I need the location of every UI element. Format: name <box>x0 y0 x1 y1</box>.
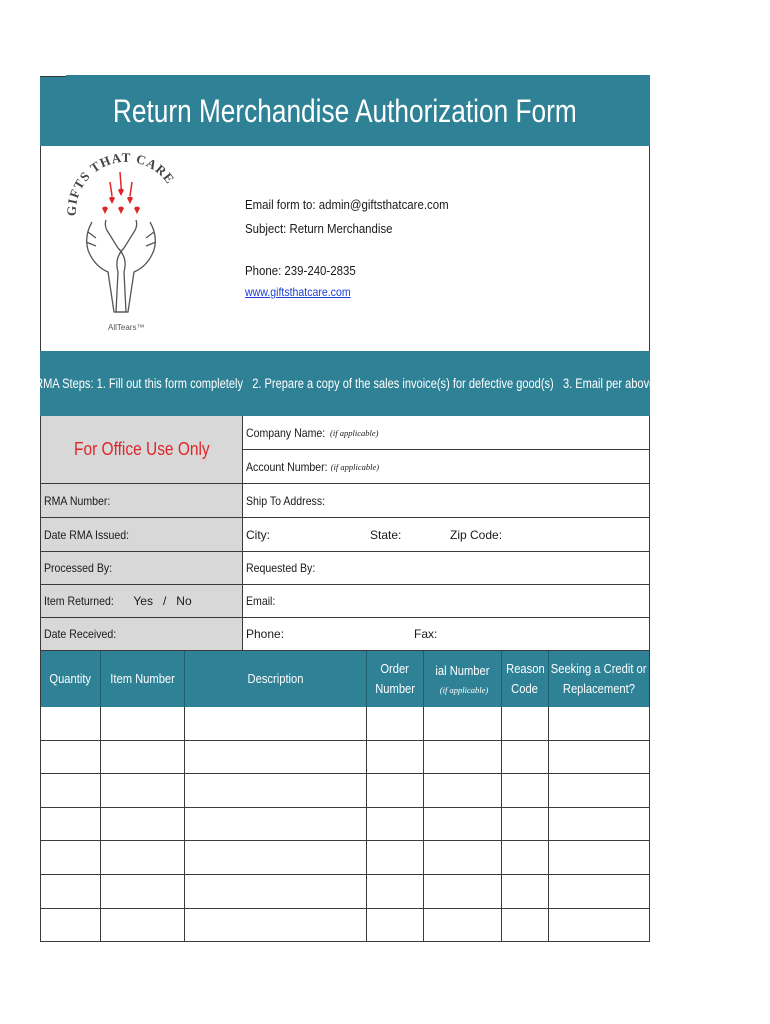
table-cell-item-number[interactable] <box>101 707 185 741</box>
requested-by-field[interactable]: Requested By: <box>246 561 316 575</box>
col-serial-number-header: ial Number (if applicable) <box>435 663 490 695</box>
processed-by-label: Processed By: <box>41 552 242 584</box>
header-divider <box>548 651 549 707</box>
state-field[interactable]: State: <box>370 527 402 542</box>
account-number-note: (if applicable) <box>330 461 380 472</box>
table-cell-quantity[interactable] <box>41 808 101 842</box>
office-use-heading: For Office Use Only <box>73 439 210 459</box>
divider <box>242 416 243 651</box>
table-cell-credit-or-replacement[interactable] <box>549 841 649 875</box>
col-item-number-header: Item Number <box>110 671 175 687</box>
rma-steps-text: RMA Steps: 1. Fill out this form completely 2. Prepare a copy of the sales invoice(s) for defective good(s) 3. Email per above <box>34 376 656 391</box>
table-cell-serial-number[interactable] <box>424 774 502 808</box>
heart-drops-icon <box>102 172 140 214</box>
col-quantity-header: Quantity <box>49 671 92 687</box>
table-cell-order-number[interactable] <box>367 707 424 741</box>
table-cell-item-number[interactable] <box>101 841 185 875</box>
header-divider <box>366 651 367 707</box>
header-divider <box>501 651 502 707</box>
table-cell-quantity[interactable] <box>41 875 101 909</box>
city-state-zip-row[interactable] <box>243 518 649 551</box>
col-reason-code-header: Reason Code <box>505 661 545 696</box>
table-cell-credit-or-replacement[interactable] <box>549 774 649 808</box>
table-cell-reason-code[interactable] <box>502 841 549 875</box>
table-cell-item-number[interactable] <box>101 741 185 775</box>
table-cell-credit-or-replacement[interactable] <box>549 741 649 775</box>
table-cell-description[interactable] <box>185 707 367 741</box>
item-returned-label: Item Returned: Yes / No <box>41 585 242 617</box>
divider <box>40 617 650 618</box>
office-use-panel <box>41 416 242 483</box>
table-cell-description[interactable] <box>185 909 367 943</box>
table-cell-reason-code[interactable] <box>502 875 549 909</box>
company-name-note: (if applicable) <box>330 427 379 438</box>
divider <box>242 449 650 450</box>
table-cell-order-number[interactable] <box>367 841 424 875</box>
divider <box>40 517 650 518</box>
table-cell-credit-or-replacement[interactable] <box>549 707 649 741</box>
logo-tagline: AllTears™ <box>108 323 145 332</box>
table-cell-credit-or-replacement[interactable] <box>549 909 649 943</box>
city-field[interactable]: City: <box>246 527 270 542</box>
account-number-field[interactable]: Account Number: (if applicable) <box>246 459 380 474</box>
fax-field[interactable]: Fax: <box>414 627 438 641</box>
rma-number-label: RMA Number: <box>41 484 242 517</box>
subject-line: Subject: Return Merchandise <box>245 221 393 236</box>
table-cell-order-number[interactable] <box>367 875 424 909</box>
table-cell-item-number[interactable] <box>101 774 185 808</box>
divider <box>40 584 650 585</box>
table-cell-description[interactable] <box>185 774 367 808</box>
phone-field[interactable]: Phone: <box>246 627 285 641</box>
phone-fax-row[interactable] <box>243 618 649 650</box>
contact-block <box>245 196 476 301</box>
table-cell-item-number[interactable] <box>101 875 185 909</box>
table-cell-order-number[interactable] <box>367 808 424 842</box>
table-cell-order-number[interactable] <box>367 774 424 808</box>
table-cell-description[interactable] <box>185 841 367 875</box>
company-logo <box>62 152 186 338</box>
divider <box>40 551 650 552</box>
header-divider <box>184 651 185 707</box>
col-credit-or-replacement-header: Seeking a Credit or Replacement? <box>551 661 647 696</box>
table-cell-serial-number[interactable] <box>424 808 502 842</box>
phone-line: Phone: 239-240-2835 <box>245 263 356 278</box>
table-cell-serial-number[interactable] <box>424 909 502 943</box>
table-cell-reason-code[interactable] <box>502 741 549 775</box>
date-rma-issued-label: Date RMA Issued: <box>41 518 242 551</box>
table-cell-description[interactable] <box>185 741 367 775</box>
logo-graphic <box>62 152 186 338</box>
table-cell-reason-code[interactable] <box>502 774 549 808</box>
table-cell-credit-or-replacement[interactable] <box>549 875 649 909</box>
table-cell-quantity[interactable] <box>41 841 101 875</box>
table-cell-quantity[interactable] <box>41 774 101 808</box>
company-name-field[interactable]: Company Name: (if applicable) <box>246 425 379 440</box>
email-field[interactable]: Email: <box>246 594 276 608</box>
table-cell-item-number[interactable] <box>101 909 185 943</box>
date-received-label: Date Received: <box>41 618 242 650</box>
divider <box>40 483 650 484</box>
form-title: Return Merchandise Authorization Form <box>113 93 577 129</box>
table-cell-description[interactable] <box>185 808 367 842</box>
website-link[interactable]: www.giftsthatcare.com <box>245 285 351 299</box>
table-cell-order-number[interactable] <box>367 741 424 775</box>
steps-banner <box>34 351 656 416</box>
title-banner <box>40 77 650 146</box>
table-cell-serial-number[interactable] <box>424 875 502 909</box>
open-hands-icon <box>86 220 156 312</box>
zip-code-field[interactable]: Zip Code: <box>450 527 503 542</box>
table-cell-serial-number[interactable] <box>424 741 502 775</box>
table-cell-quantity[interactable] <box>41 741 101 775</box>
table-cell-order-number[interactable] <box>367 909 424 943</box>
logo-arc-text: GIFTS THAT CARE <box>63 152 178 217</box>
table-cell-reason-code[interactable] <box>502 909 549 943</box>
table-cell-item-number[interactable] <box>101 808 185 842</box>
ship-to-address-field[interactable]: Ship To Address: <box>246 493 326 508</box>
header-divider <box>423 651 424 707</box>
table-cell-description[interactable] <box>185 875 367 909</box>
header-divider <box>100 651 101 707</box>
table-cell-credit-or-replacement[interactable] <box>549 808 649 842</box>
email-line: Email form to: admin@giftsthatcare.com <box>245 197 449 212</box>
table-cell-quantity[interactable] <box>41 707 101 741</box>
col-description-header: Description <box>247 671 304 687</box>
table-cell-reason-code[interactable] <box>502 707 549 741</box>
table-cell-serial-number[interactable] <box>424 707 502 741</box>
table-cell-serial-number[interactable] <box>424 841 502 875</box>
table-cell-quantity[interactable] <box>41 909 101 943</box>
col-order-number-header: Order Number <box>375 661 415 696</box>
table-cell-reason-code[interactable] <box>502 808 549 842</box>
yes-no-options[interactable]: Yes / No <box>133 594 192 608</box>
